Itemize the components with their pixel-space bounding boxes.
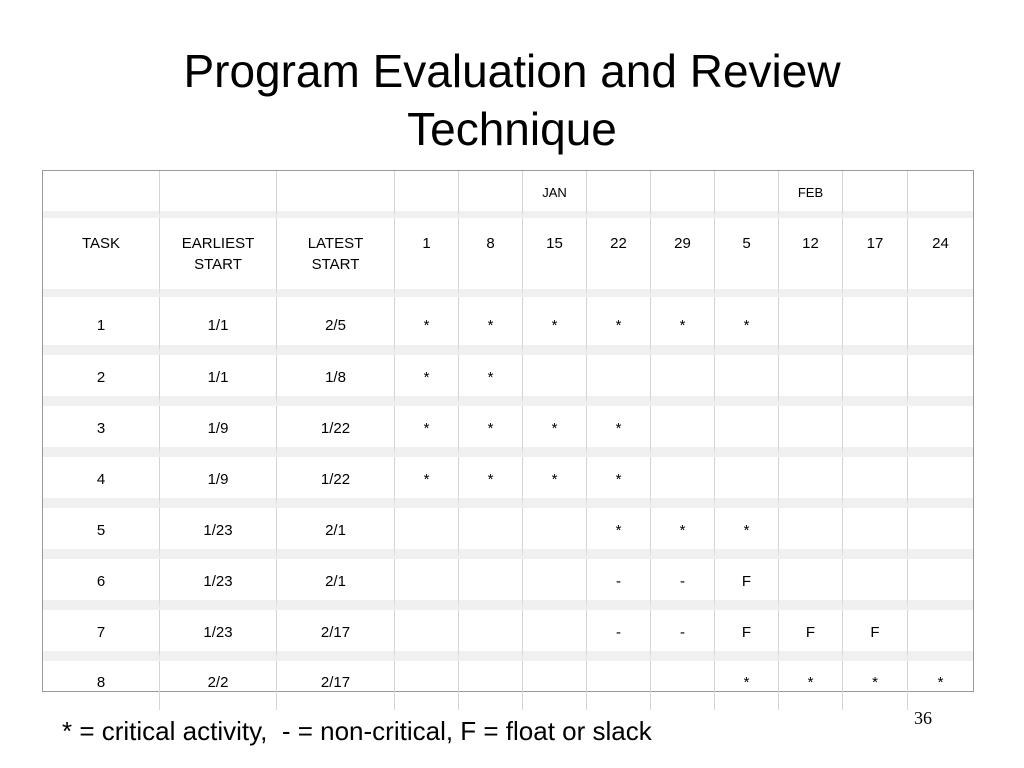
- month-row: [43, 171, 973, 218]
- earliest-start-cell: 1/9: [160, 457, 277, 508]
- schedule-cell: [651, 406, 715, 457]
- schedule-cell: *: [651, 297, 715, 355]
- month-cell: [908, 171, 973, 218]
- schedule-cell: [779, 457, 843, 508]
- schedule-cell: [908, 297, 973, 355]
- schedule-cell: [908, 406, 973, 457]
- schedule-cell: *: [459, 406, 523, 457]
- schedule-cell: [843, 559, 908, 610]
- header-task: TASK: [43, 218, 160, 297]
- earliest-start-cell: 1/23: [160, 610, 277, 661]
- schedule-cell: *: [715, 297, 779, 355]
- earliest-start-cell: 1/1: [160, 297, 277, 355]
- schedule-cell: [779, 297, 843, 355]
- month-cell-jan: JAN: [523, 171, 587, 218]
- schedule-cell: [523, 610, 587, 661]
- month-cell: [277, 171, 395, 218]
- latest-start-cell: 1/22: [277, 406, 395, 457]
- schedule-cell: *: [523, 297, 587, 355]
- schedule-cell: [908, 355, 973, 406]
- table-row: [43, 559, 973, 610]
- schedule-cell: *: [651, 508, 715, 559]
- header-week: 24: [908, 218, 973, 297]
- schedule-cell: -: [587, 559, 651, 610]
- schedule-cell: *: [459, 297, 523, 355]
- header-week: 22: [587, 218, 651, 297]
- latest-start-cell: 1/8: [277, 355, 395, 406]
- task-cell: 5: [43, 508, 160, 559]
- schedule-cell: -: [651, 610, 715, 661]
- header-week: 15: [523, 218, 587, 297]
- header-latest-start: [277, 218, 395, 297]
- schedule-cell: *: [843, 661, 908, 710]
- schedule-cell: [459, 559, 523, 610]
- month-cell: [651, 171, 715, 218]
- task-cell: 3: [43, 406, 160, 457]
- schedule-cell: [523, 661, 587, 710]
- schedule-cell: *: [779, 661, 843, 710]
- schedule-cell: [651, 457, 715, 508]
- schedule-cell: *: [523, 457, 587, 508]
- task-cell: 8: [43, 661, 160, 710]
- table-row: [43, 661, 973, 710]
- schedule-cell: [908, 610, 973, 661]
- schedule-cell: *: [937, 674, 944, 691]
- schedule-cell: [843, 457, 908, 508]
- schedule-cell: [779, 355, 843, 406]
- schedule-cell: [715, 355, 779, 406]
- schedule-cell: [395, 508, 459, 559]
- task-cell: 4: [43, 457, 160, 508]
- month-cell: [715, 171, 779, 218]
- schedule-cell: *: [587, 457, 651, 508]
- month-cell: [43, 171, 160, 218]
- header-earliest-start-line-1: EARLIEST: [181, 235, 255, 252]
- schedule-cell: [779, 508, 843, 559]
- schedule-cell: [523, 508, 587, 559]
- latest-start-cell: 2/5: [277, 297, 395, 355]
- table-row: [43, 457, 973, 508]
- header-week: 1: [395, 218, 459, 297]
- schedule-cell: [459, 508, 523, 559]
- schedule-cell: *: [395, 406, 459, 457]
- month-cell: [395, 171, 459, 218]
- schedule-cell: [715, 406, 779, 457]
- pert-table-container: [42, 170, 974, 692]
- task-cell: 2: [43, 355, 160, 406]
- schedule-cell: F: [779, 610, 843, 661]
- schedule-cell: [779, 559, 843, 610]
- slide-title: [0, 42, 1024, 158]
- schedule-cell: *: [395, 297, 459, 355]
- earliest-start-cell: 1/23: [160, 559, 277, 610]
- header-row: [43, 218, 973, 297]
- month-cell: [587, 171, 651, 218]
- schedule-cell: *: [395, 457, 459, 508]
- header-week: 29: [651, 218, 715, 297]
- schedule-cell: *: [395, 355, 459, 406]
- schedule-cell: [459, 610, 523, 661]
- schedule-cell: [843, 355, 908, 406]
- month-cell: [843, 171, 908, 218]
- header-week: 12: [779, 218, 843, 297]
- schedule-cell: [587, 661, 651, 710]
- legend-text: * = critical activity, - = non-critical, F = float or slack: [62, 716, 652, 746]
- schedule-cell: *: [587, 508, 651, 559]
- latest-start-cell: 2/1: [277, 508, 395, 559]
- schedule-cell: [587, 355, 651, 406]
- schedule-cell: [908, 559, 973, 610]
- table-row: [43, 355, 973, 406]
- table-row: [43, 297, 973, 355]
- slide-number: 36: [914, 708, 932, 728]
- schedule-cell: *: [523, 406, 587, 457]
- schedule-cell: F: [715, 610, 779, 661]
- pert-table: [43, 171, 973, 710]
- earliest-start-cell: 1/23: [160, 508, 277, 559]
- header-earliest-start: [160, 218, 277, 297]
- schedule-cell: *: [459, 457, 523, 508]
- month-cell: [160, 171, 277, 218]
- task-cell: 1: [43, 297, 160, 355]
- schedule-cell: [651, 661, 715, 710]
- latest-start-cell: 2/17: [277, 610, 395, 661]
- task-cell: 7: [43, 610, 160, 661]
- schedule-cell: [843, 297, 908, 355]
- schedule-cell: [779, 406, 843, 457]
- table-row: [43, 610, 973, 661]
- schedule-cell: *: [715, 661, 779, 710]
- header-earliest-start-line-2: START: [194, 256, 242, 273]
- schedule-cell: [395, 661, 459, 710]
- table-row: [43, 406, 973, 457]
- schedule-cell: [651, 355, 715, 406]
- slide-title-line-1: Program Evaluation and Review: [183, 45, 841, 97]
- schedule-cell: [523, 355, 587, 406]
- schedule-cell: [715, 457, 779, 508]
- schedule-cell: [843, 406, 908, 457]
- schedule-cell: F: [715, 559, 779, 610]
- schedule-cell: [908, 508, 973, 559]
- schedule-cell: *: [459, 355, 523, 406]
- slide-title-line-2: Technique: [407, 103, 617, 155]
- earliest-start-cell: 1/9: [160, 406, 277, 457]
- schedule-cell: [843, 508, 908, 559]
- latest-start-cell: 2/17: [277, 661, 395, 710]
- header-latest-start-line-2: START: [311, 256, 360, 273]
- header-latest-start-line-1: LATEST: [307, 235, 364, 252]
- month-cell: [459, 171, 523, 218]
- schedule-cell: [459, 661, 523, 710]
- header-week: 8: [459, 218, 523, 297]
- schedule-cell: [523, 559, 587, 610]
- schedule-cell: [395, 610, 459, 661]
- earliest-start-cell: 1/1: [160, 355, 277, 406]
- header-week: 17: [843, 218, 908, 297]
- schedule-cell: *: [587, 406, 651, 457]
- schedule-cell: F: [843, 610, 908, 661]
- schedule-cell: -: [587, 610, 651, 661]
- earliest-start-cell: 2/2: [160, 661, 277, 710]
- latest-start-cell: 1/22: [277, 457, 395, 508]
- latest-start-cell: 2/1: [277, 559, 395, 610]
- task-cell: 6: [43, 559, 160, 610]
- table-row: [43, 508, 973, 559]
- schedule-cell: -: [651, 559, 715, 610]
- schedule-cell: *: [715, 508, 779, 559]
- header-week: 5: [715, 218, 779, 297]
- schedule-cell: [395, 559, 459, 610]
- month-cell-feb: FEB: [779, 171, 843, 218]
- schedule-cell: [908, 457, 973, 508]
- schedule-cell: *: [587, 297, 651, 355]
